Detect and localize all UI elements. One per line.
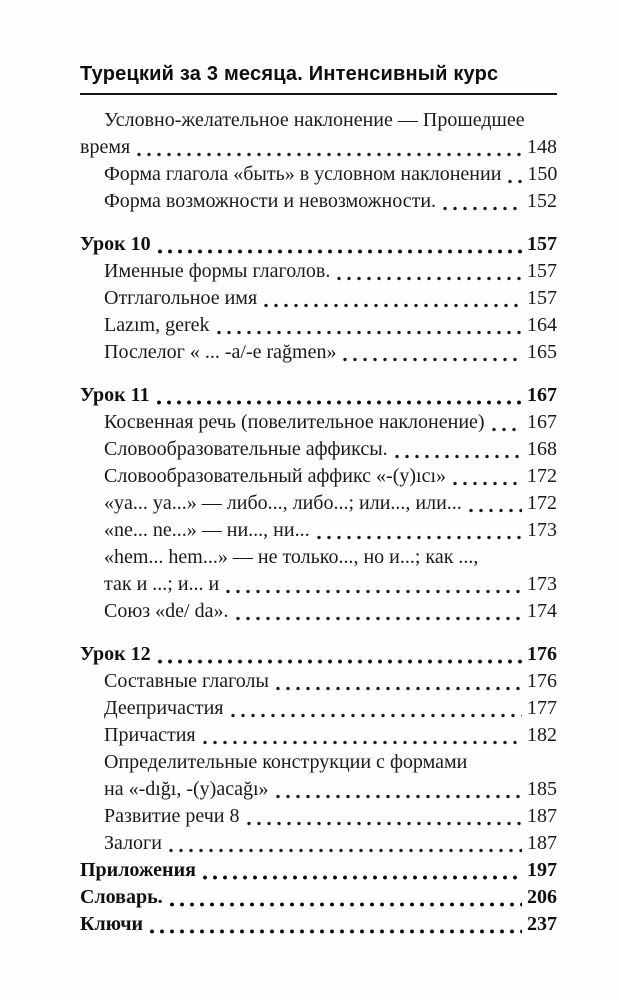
page-number: 167 <box>527 411 557 433</box>
toc-line <box>80 107 557 134</box>
toc-line <box>80 436 557 463</box>
dot-leader <box>157 400 522 405</box>
dot-leader <box>158 249 522 254</box>
toc-line <box>80 188 557 215</box>
toc-entry-label: Словообразовательные аффиксы. <box>104 438 388 460</box>
dot-leader <box>203 875 522 880</box>
toc-line <box>80 911 557 938</box>
toc-line <box>80 776 557 803</box>
dot-leader <box>443 206 522 211</box>
dot-leader <box>276 794 522 799</box>
toc-entry-label: Косвенная речь (повелительное наклонение) <box>104 411 485 433</box>
dot-leader <box>343 357 522 362</box>
dot-leader <box>264 303 522 308</box>
page-number: 157 <box>527 233 557 255</box>
book-title: Турецкий за 3 месяца. Интенсивный курс <box>80 63 499 85</box>
dot-leader <box>395 454 522 459</box>
page-number: 187 <box>527 805 557 827</box>
page-number: 148 <box>527 136 557 158</box>
table-of-contents <box>80 107 557 938</box>
dot-leader <box>492 427 522 432</box>
dot-leader <box>169 848 522 853</box>
dot-leader <box>236 616 523 621</box>
toc-line <box>80 463 557 490</box>
toc-line <box>80 884 557 911</box>
page-number: 167 <box>527 384 557 406</box>
page-number: 187 <box>527 832 557 854</box>
toc-line <box>80 722 557 749</box>
toc-section <box>80 641 557 857</box>
dot-leader <box>276 686 522 691</box>
dot-leader <box>217 330 523 335</box>
toc-section <box>80 107 557 215</box>
page-number: 206 <box>527 886 557 908</box>
toc-line <box>80 695 557 722</box>
toc-entry-label: «ne... ne...» — ни..., ни... <box>104 519 310 541</box>
page-number: 157 <box>527 260 557 282</box>
dot-leader <box>158 659 522 664</box>
header-rule <box>80 93 557 95</box>
toc-line <box>80 161 557 188</box>
toc-line <box>80 668 557 695</box>
page-number: 157 <box>527 287 557 309</box>
page-number: 182 <box>527 724 557 746</box>
toc-entry-label: Урок 11 <box>80 384 150 406</box>
toc-section <box>80 857 557 938</box>
page-number: 150 <box>527 163 558 185</box>
dot-leader <box>508 179 522 184</box>
page-number: 172 <box>527 492 557 514</box>
dot-leader <box>469 508 522 513</box>
page-number: 176 <box>527 670 557 692</box>
toc-line <box>80 490 557 517</box>
toc-section <box>80 382 557 625</box>
dot-leader <box>226 589 522 594</box>
toc-entry-label: Развитие речи 8 <box>104 805 240 827</box>
page-number: 176 <box>527 643 557 665</box>
page-number: 177 <box>527 697 557 719</box>
page-number: 197 <box>527 859 557 881</box>
dot-leader <box>247 821 522 826</box>
toc-line <box>80 544 557 571</box>
toc-entry-label: Словарь. <box>80 886 163 908</box>
toc-entry-label: Именные формы глаголов. <box>104 260 331 282</box>
dot-leader <box>453 481 522 486</box>
dot-leader <box>203 740 522 745</box>
toc-line <box>80 803 557 830</box>
running-head <box>80 0 557 95</box>
dot-leader <box>337 276 522 281</box>
dot-leader <box>150 929 522 934</box>
toc-entry-label: Урок 12 <box>80 643 151 665</box>
toc-line <box>80 830 557 857</box>
toc-entry-label: «ya... ya...» — либо..., либо...; или..., или... <box>104 492 462 514</box>
toc-line <box>80 134 557 161</box>
page-number: 174 <box>527 600 557 622</box>
toc-line <box>80 409 557 436</box>
page-number: 172 <box>527 465 557 487</box>
toc-line <box>80 382 557 409</box>
toc-entry-label: на «-dığı, -(y)acağı» <box>104 778 269 800</box>
toc-entry-label: Условно-желательное наклонение — Прошедшее <box>104 109 525 131</box>
page-number: 165 <box>527 341 557 363</box>
toc-line <box>80 857 557 884</box>
toc-entry-label: Определительные конструкции с формами <box>104 751 468 773</box>
toc-entry-label: Союз «de/ da». <box>104 600 229 622</box>
toc-entry-label: «hem... hem...» — не только..., но и...; как ..., <box>104 546 479 568</box>
dot-leader <box>317 535 522 540</box>
page-number: 173 <box>527 573 557 595</box>
toc-entry-label: Залоги <box>104 832 162 854</box>
toc-line <box>80 312 557 339</box>
toc-entry-label: Форма глагола «быть» в условном наклонении <box>104 163 502 185</box>
toc-line <box>80 749 557 776</box>
page-number: 185 <box>527 778 557 800</box>
toc-entry-label: Ключи <box>80 913 144 935</box>
toc-entry-label: Отглагольное имя <box>104 287 258 309</box>
toc-line <box>80 517 557 544</box>
page-number: 152 <box>527 190 557 212</box>
toc-line <box>80 285 557 312</box>
toc-line <box>80 231 557 258</box>
toc-line <box>80 258 557 285</box>
dot-leader <box>137 152 522 157</box>
toc-entry-label: время <box>80 136 131 158</box>
toc-entry-label: Послелог « ... -a/-e rağmen» <box>104 341 337 363</box>
toc-entry-label: Составные глаголы <box>104 670 269 692</box>
page-number: 237 <box>527 913 557 935</box>
toc-section <box>80 231 557 366</box>
toc-entry-label: Деепричастия <box>104 697 224 719</box>
toc-entry-label: Урок 10 <box>80 233 151 255</box>
page-number: 173 <box>527 519 557 541</box>
page-number: 168 <box>527 438 557 460</box>
page-number: 164 <box>527 314 557 336</box>
toc-line <box>80 571 557 598</box>
toc-line <box>80 598 557 625</box>
toc-line <box>80 339 557 366</box>
toc-entry-label: так и ...; и... и <box>104 573 220 595</box>
toc-entry-label: Словообразовательный аффикс «-(y)ıcı» <box>104 465 447 487</box>
dot-leader <box>170 902 522 907</box>
dot-leader <box>231 713 522 718</box>
toc-entry-label: Lazım, gerek <box>104 314 210 336</box>
toc-line <box>80 641 557 668</box>
toc-entry-label: Приложения <box>80 859 196 881</box>
toc-entry-label: Форма возможности и невозможности. <box>104 190 437 212</box>
toc-entry-label: Причастия <box>104 724 196 746</box>
